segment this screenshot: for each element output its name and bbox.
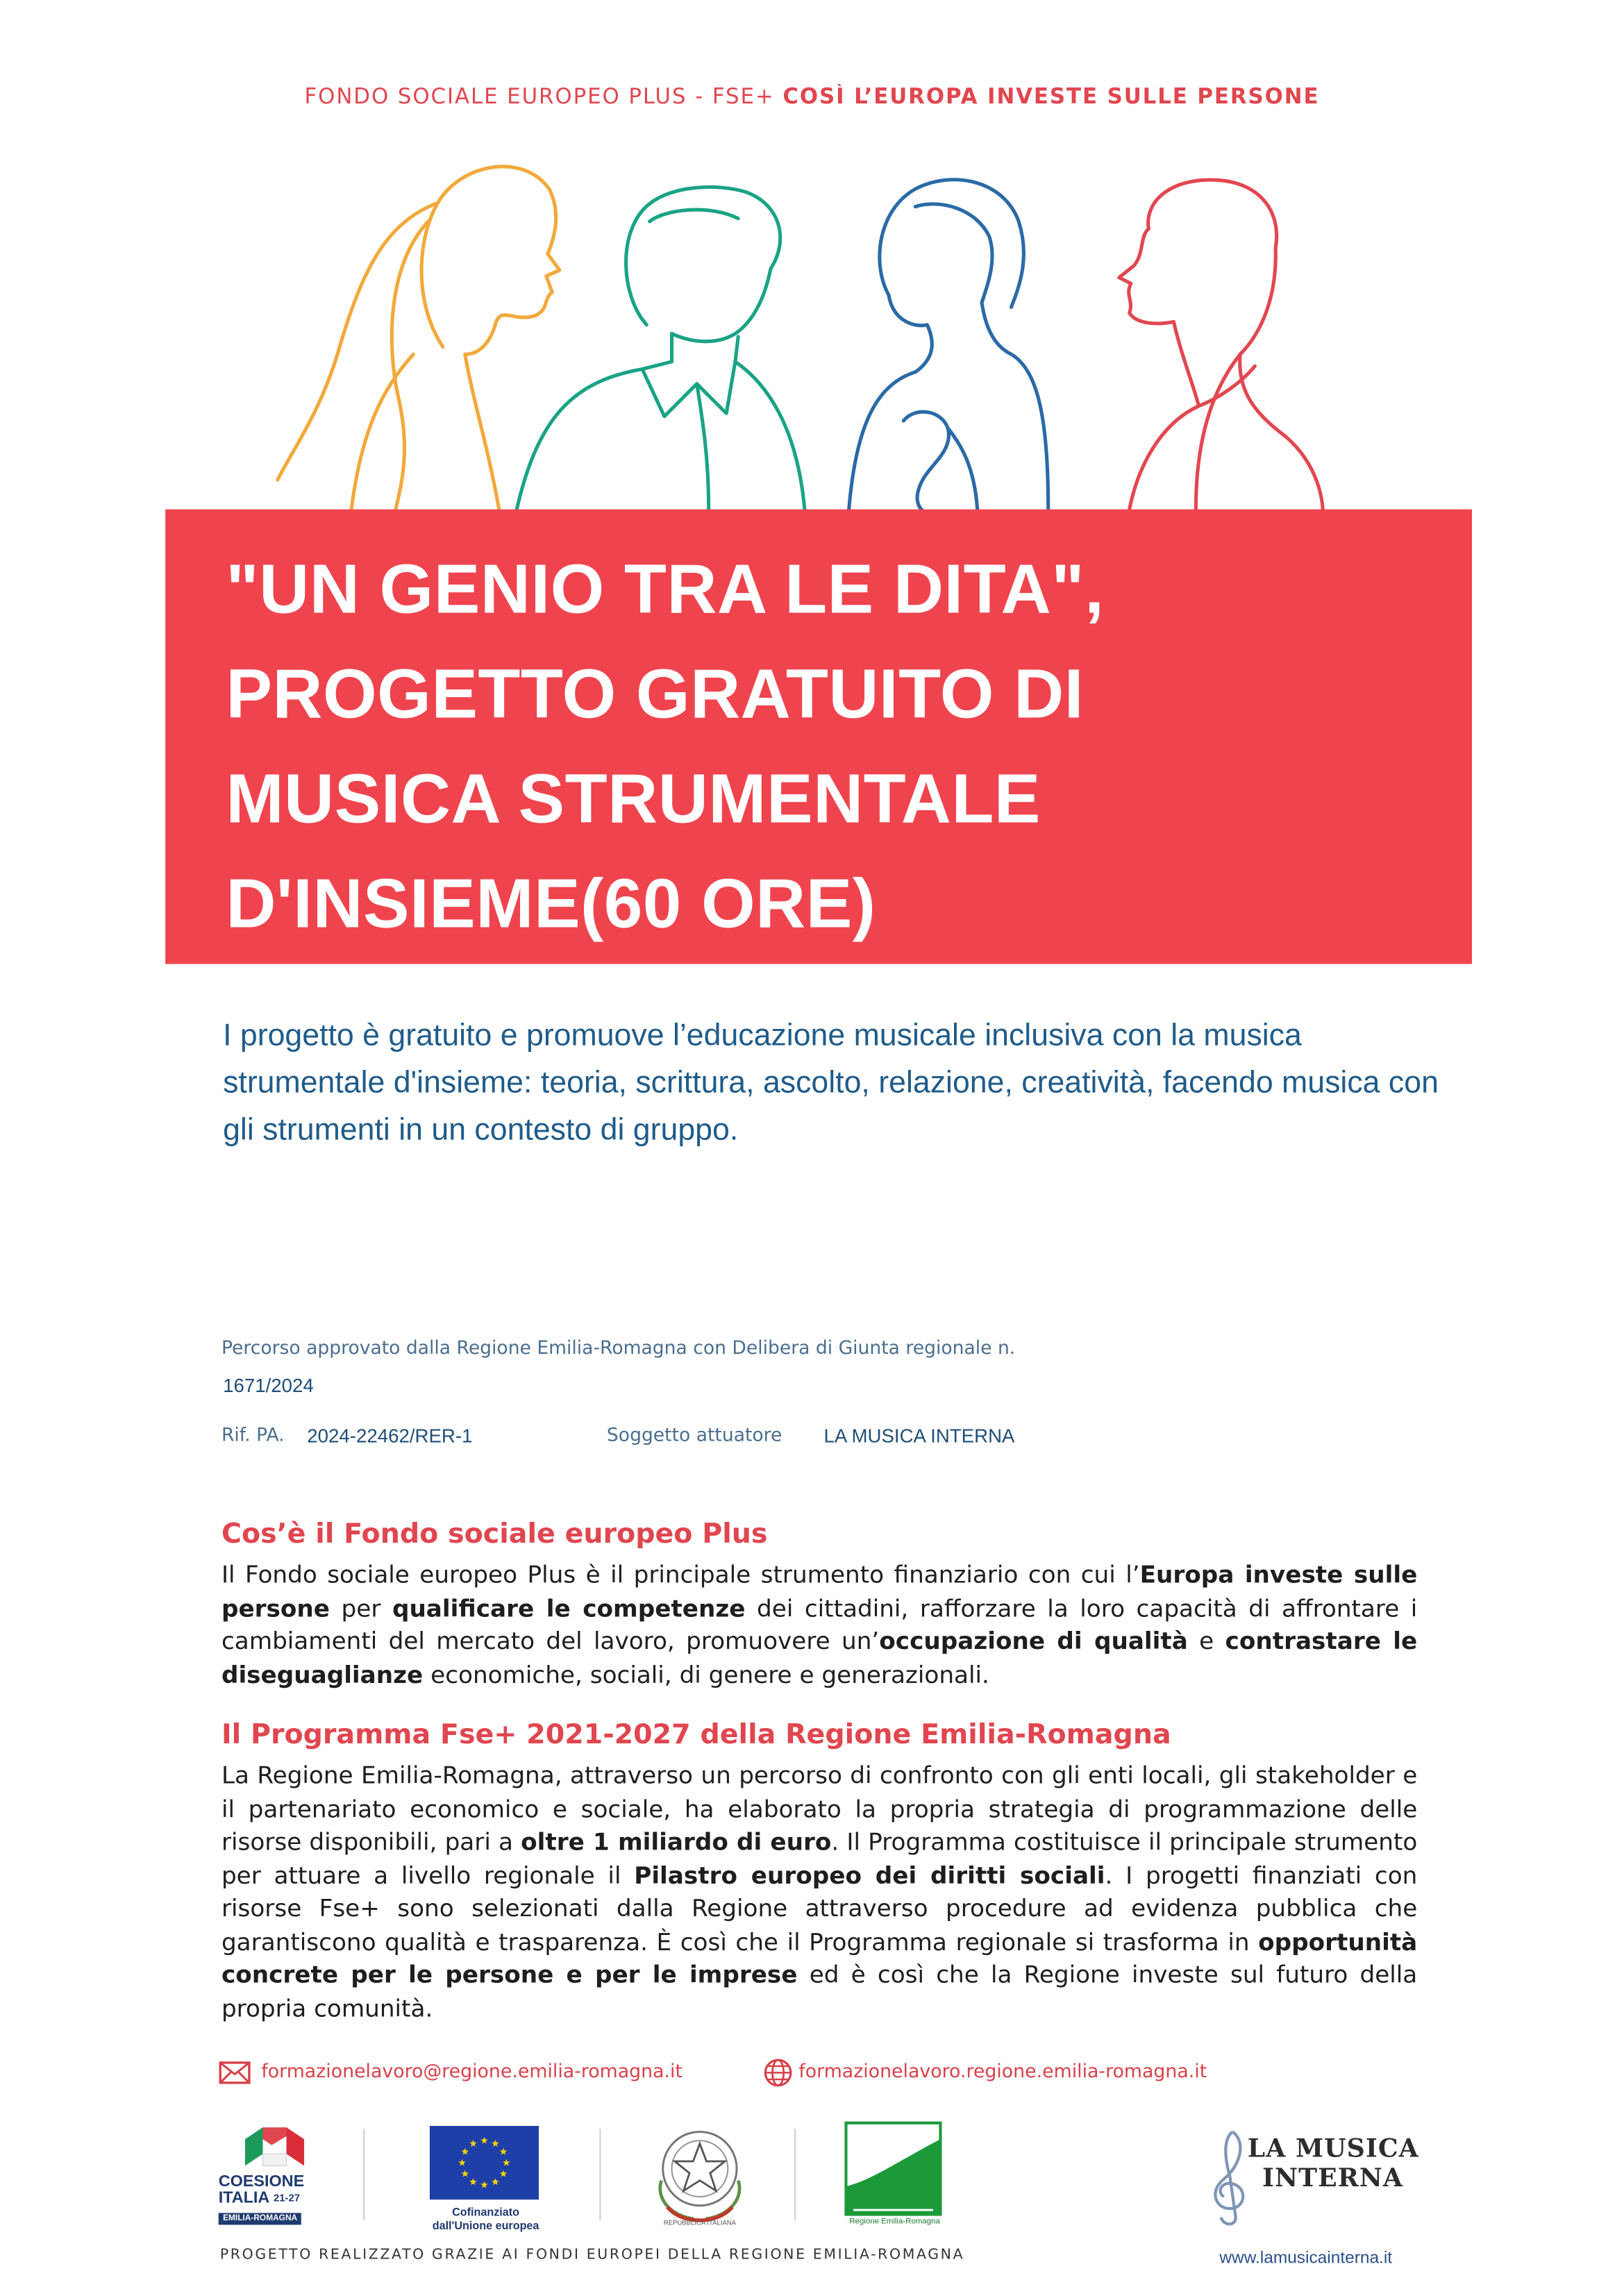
section1-run-0: Il Fondo sociale europeo Plus è il principale strumento finanziario con cui l’ — [221, 1560, 1140, 1589]
section1-run-1: Europa investe sulle persone — [221, 1560, 1418, 1622]
logo-divider-1 — [363, 2129, 365, 2220]
section2-run-4: . I progetti finanziati con risorse Fse+ sono selezionati dalla Regione attraverso procedure ad evidenza pubblica che garantiscono qualità e trasparenza. È così che il Programma regionale si trasforma in — [221, 1861, 1418, 1956]
logo-divider-2 — [599, 2129, 601, 2220]
main-title — [226, 536, 1451, 955]
section2-run-1: oltre 1 miliardo di euro — [521, 1827, 832, 1856]
section1-run-2: per — [330, 1593, 392, 1622]
section1-run-8: economiche, sociali, di genere e generazionali. — [423, 1660, 989, 1689]
eu-logo — [425, 2122, 546, 2234]
eu-line1: Cofinanziato — [452, 2205, 520, 2219]
lamusicainterna-url-link[interactable]: www.lamusicainterna.it — [1219, 2249, 1393, 2268]
rif-label: Rif. PA. — [221, 1423, 285, 1446]
title-line-1: "UN GENIO TRA LE DITA", — [226, 549, 1105, 628]
italian-emblem-icon — [650, 2122, 751, 2231]
eu-line2: dall'Unione europea — [432, 2218, 539, 2233]
coesione-line1: COESIONE — [218, 2173, 305, 2191]
top-banner — [0, 85, 1624, 109]
teal-figure — [517, 187, 805, 509]
banner-part2: COSÌ L’EUROPA INVESTE SULLE PERSONE — [782, 85, 1320, 110]
section2-run-0: La Regione Emilia-Romagna, attraverso un percorso di confronto con gli enti locali, gli stakeholder e il partenariato economico e sociale, ha elaborato la propria strategia di programmazione delle risorse disponibili, pari a — [221, 1761, 1418, 1856]
section2-run-5: opportunità concrete per le persone e per le imprese — [221, 1927, 1418, 1989]
banner-part1: FONDO SOCIALE EUROPEO PLUS - FSE+ — [304, 85, 775, 110]
rif-value: 2024-22462/RER-1 — [307, 1424, 473, 1447]
red-figure — [1119, 180, 1323, 510]
section1-run-7: contrastare le diseguaglianze — [221, 1627, 1418, 1689]
attuatore-label: Soggetto attuatore — [606, 1423, 782, 1446]
globe-icon — [763, 2058, 793, 2088]
section1-body — [221, 1559, 1417, 1691]
coesione-italia-logo — [219, 2122, 322, 2228]
la-musica-interna-logo — [1203, 2123, 1419, 2232]
title-line-3: MUSICA STRUMENTALE — [226, 758, 1041, 837]
section1-run-6: e — [1187, 1627, 1225, 1655]
logo-divider-3 — [794, 2129, 796, 2220]
coesione-region: EMILIA-ROMAGNA — [219, 2213, 302, 2224]
section2-run-3: Pilastro europeo dei diritti sociali — [634, 1861, 1105, 1889]
attuatore-value: LA MUSICA INTERNA — [823, 1424, 1015, 1447]
coesione-line2: ITALIA — [218, 2189, 269, 2207]
intro-paragraph: I progetto è gratuito e promuove l’educazione musicale inclusiva con la musica strumentale d'insieme: teoria, scrittura, ascolto, relazione, creatività, facendo musica con gli strumenti in un contesto di gruppo. — [223, 1019, 1439, 1148]
title-line-2: PROGETTO GRATUITO DI — [226, 653, 1084, 732]
regione-logo-icon — [844, 2122, 941, 2216]
blue-figure — [849, 180, 1048, 514]
lmi-line2: INTERNA — [1262, 2164, 1404, 2194]
mail-icon — [219, 2061, 251, 2084]
orange-figure — [278, 167, 560, 510]
coesione-years: 21-27 — [273, 2193, 301, 2204]
email-link[interactable]: formazionelavoro@regione.emilia-romagna.it — [261, 2059, 683, 2082]
section2-heading: Il Programma Fse+ 2021-2027 della Regione Emilia-Romagna — [221, 1720, 1171, 1751]
section1-run-5: occupazione di qualità — [879, 1627, 1188, 1655]
title-box — [165, 510, 1472, 964]
section1-run-4: dei cittadini, rafforzare la loro capacità di affrontare i cambiamenti del mercato del lavoro, promuovere un’ — [221, 1593, 1418, 1655]
section1-heading: Cos’è il Fondo sociale europeo Plus — [221, 1519, 768, 1550]
repubblica-caption: REPUBBLICA ITALIANA — [663, 2219, 737, 2227]
eu-flag-icon — [430, 2126, 539, 2199]
people-illustration — [221, 148, 1343, 517]
section2-body — [221, 1760, 1417, 2026]
title-line-4: D'INSIEME(60 ORE) — [226, 863, 876, 942]
approval-label: Percorso approvato dalla Regione Emilia-Romagna con Delibera di Giunta regionale n. — [221, 1336, 1016, 1359]
section2-run-2: . Il Programma costituisce il principale strumento per attuare a livello regionale il — [221, 1827, 1418, 1889]
section2-run-6: ed è così che la Regione investe sul futuro della propria comunità. — [221, 1960, 1418, 2022]
regione-caption: Regione Emilia-Romagna — [849, 2217, 940, 2227]
regione-logo — [844, 2122, 945, 2234]
section1-run-3: qualificare le competenze — [392, 1593, 746, 1622]
coesione-mark-icon — [233, 2122, 310, 2172]
footer-caption: PROGETTO REALIZZATO GRAZIE AI FONDI EUROPEI DELLA REGIONE EMILIA-ROMAGNA — [219, 2247, 965, 2263]
approval-value: 1671/2024 — [223, 1374, 314, 1397]
website-link[interactable]: formazionelavoro.regione.emilia-romagna.it — [798, 2059, 1207, 2082]
lmi-line1: LA MUSICA — [1247, 2134, 1419, 2165]
